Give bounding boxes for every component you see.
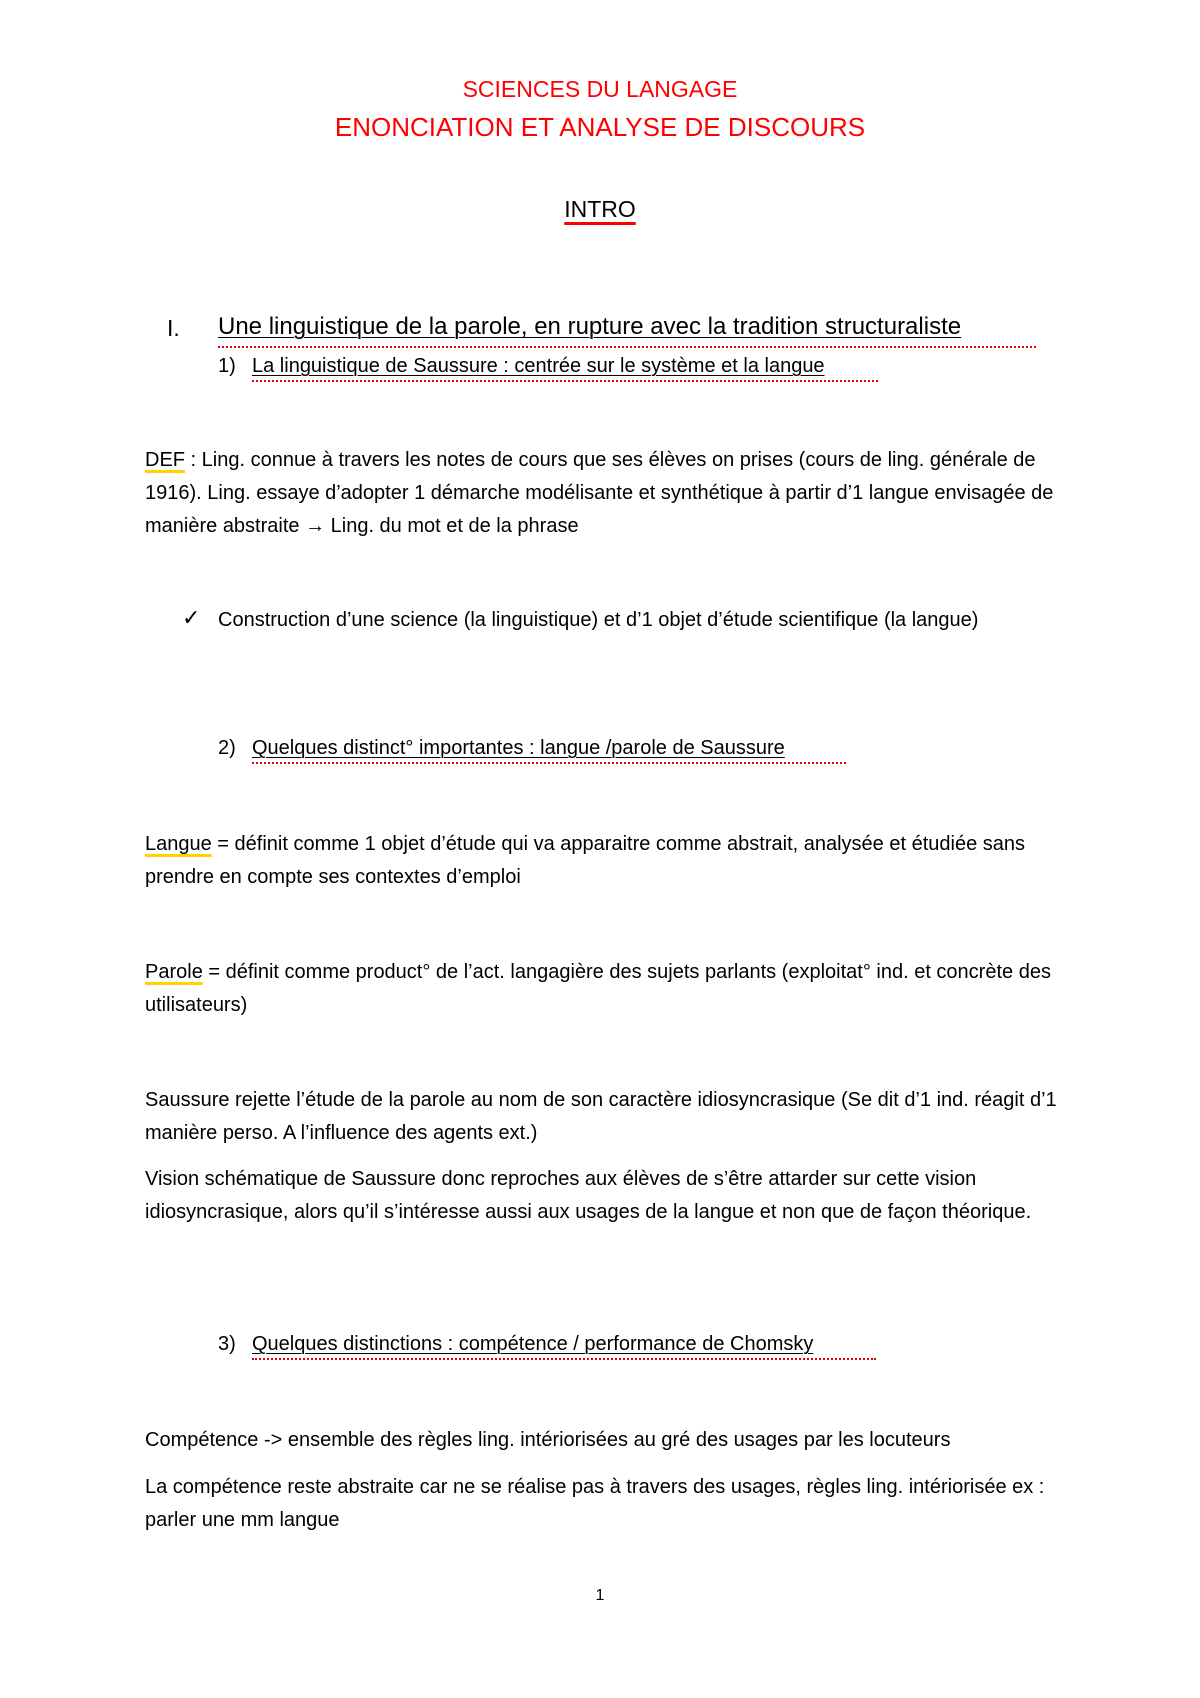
parole-label: Parole [145,961,203,983]
section-title [0,196,1200,223]
page-number: 1 [595,1587,605,1604]
subsection-number: 3) [218,1333,236,1355]
arrow-icon: → [305,515,326,537]
section-title-text: INTRO [564,196,636,222]
part-title: Une linguistique de la parole, en rupture avec la tradition structuraliste [218,313,962,340]
def-text: : Ling. connue à travers les notes de cours que ses élèves on prises (cours de ling. générale de 1916). Ling. essaye d’adopter 1 démarche modélisante et synthétique à partir d’1 langue envisagée de manière abstraite [145,449,1054,537]
saussure-paragraph: Saussure rejette l’étude de la parole au nom de son caractère idiosyncrasique (Se dit d’1 ind. réagit d’1 manière perso. A l’influence des agents ext.) [145,1089,1057,1144]
spellcheck-squiggle [252,380,878,382]
vision-paragraph: Vision schématique de Saussure donc reproches aux élèves de s’être attarder sur cette vision idiosyncrasique, alors qu’il s’intéresse aussi aux usages de la langue et non que de façon théorique. [145,1168,1032,1223]
competence-paragraph-2: La compétence reste abstraite car ne se réalise pas à travers des usages, règles ling. intériorisée ex : parler une mm langue [145,1476,1045,1531]
langue-paragraph [145,828,1065,894]
spellcheck-squiggle [218,346,1036,348]
def-tail: Ling. du mot et de la phrase [325,515,579,537]
definition-paragraph [145,444,1065,543]
competence-paragraph: Compétence -> ensemble des règles ling. intériorisées au gré des usages par les locuteurs [145,1429,951,1451]
subsection-title: Quelques distinct° importantes : langue /parole de Saussure [252,737,785,759]
spellcheck-squiggle [252,1358,876,1360]
check-item-text: Construction d’une science (la linguistique) et d’1 objet d’étude scientifique (la langue) [218,609,979,631]
part-number: I. [167,315,180,341]
subsection-number: 1) [218,355,236,377]
subsection-title: Quelques distinctions : compétence / performance de Chomsky [252,1333,814,1355]
subsection-number: 2) [218,737,236,759]
parole-paragraph [145,956,1065,1022]
parole-text: = définit comme product° de l’act. langagière des sujets parlants (exploitat° ind. et concrète des utilisateurs) [145,961,1051,1016]
def-label: DEF [145,449,185,471]
spellcheck-squiggle [252,762,846,764]
course-title: ENONCIATION ET ANALYSE DE DISCOURS [334,112,866,142]
langue-text: = définit comme 1 objet d’étude qui va apparaitre comme abstrait, analysée et étudiée sans prendre en compte ses contextes d’emploi [145,833,1026,888]
subsection-title: La linguistique de Saussure : centrée sur le système et la langue [252,355,825,377]
langue-label: Langue [145,833,212,855]
checkmark-icon: ✓ [182,605,201,630]
subject-title: SCIENCES DU LANGAGE [462,76,738,102]
